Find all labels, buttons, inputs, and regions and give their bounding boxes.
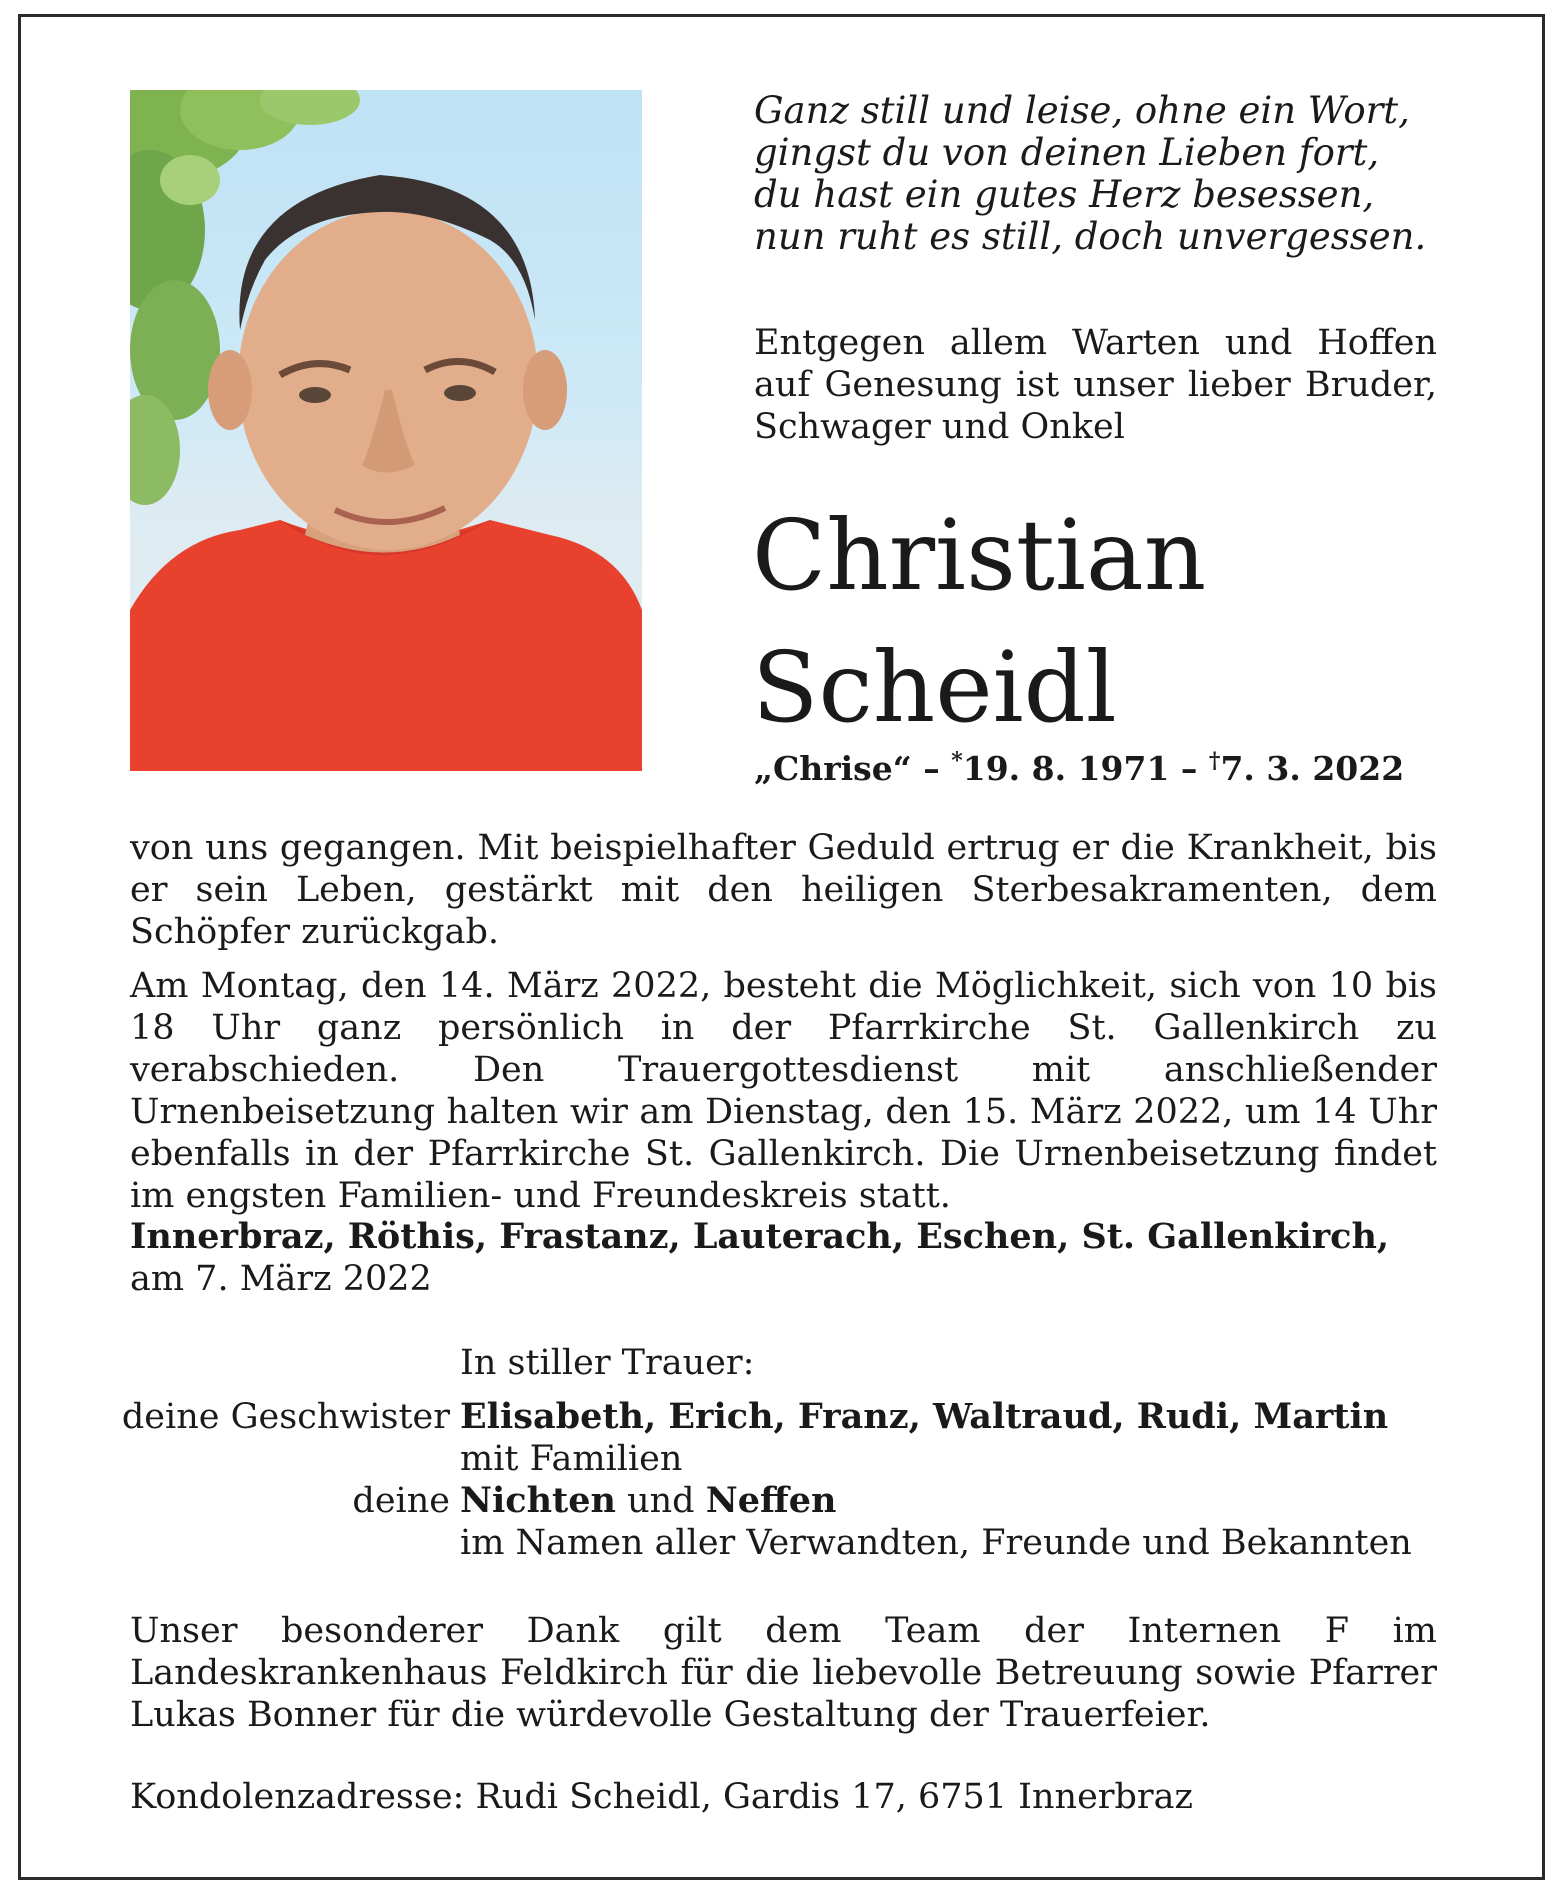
death-date: 7. 3. 2022 xyxy=(1220,749,1405,788)
mourners-heading: In stiller Trauer: xyxy=(460,1343,755,1383)
place-date: am 7. März 2022 xyxy=(130,1259,432,1299)
places-line: Innerbraz, Röthis, Frastanz, Lauterach, Eschen, St. Gallenkirch, xyxy=(130,1216,1390,1257)
last-name: Scheidl xyxy=(752,631,1117,744)
others-text: im Namen aller Verwandten, Freunde und Bekannten xyxy=(460,1523,1412,1563)
first-name: Christian xyxy=(752,499,1207,612)
funeral-details-paragraph: Am Montag, den 14. März 2022, besteht die Möglichkeit, sich von 10 bis 18 Uhr ganz persönlich in der Pfarrkirche St. Gallenkirch zu verabschieden. Den Trauergottesdienst mit anschließender Urnenbeisetzung halten wir am Dienstag, den 15. März 2022, um 14 Uhr ebenfalls in der Pfarrkirche St. Gallenkirch. Die Urnenbeisetzung findet im engsten Familien- und Freundeskreis statt. xyxy=(130,966,1437,1216)
intro-text: Entgegen allem Warten und Hoffen auf Genesung ist unser lieber Bruder, Schwager und Onkel xyxy=(754,323,1437,447)
niblings-names: Nichten und Neffen xyxy=(460,1480,837,1521)
siblings-label: deine Geschwister xyxy=(121,1397,450,1437)
poem-line: gingst du von deinen Lieben fort, xyxy=(754,131,1380,174)
portrait-photo xyxy=(130,90,642,771)
birth-star-icon: * xyxy=(951,748,963,774)
niblings-label: deine xyxy=(352,1481,450,1521)
red-shirt xyxy=(130,520,642,771)
condolence-address: Kondolenzadresse: Rudi Scheidl, Gardis 17, 6751 Innerbraz xyxy=(130,1777,1193,1817)
life-dates: „Chrise“ – *19. 8. 1971 – †7. 3. 2022 xyxy=(754,748,1405,788)
death-cross-icon: † xyxy=(1208,748,1221,774)
portrait-illustration xyxy=(130,90,642,771)
passing-paragraph: von uns gegangen. Mit beispielhafter Geduld ertrug er die Krankheit, bis er sein Leben, gestärkt mit den heiligen Sterbesakramenten, dem Schöpfer zurückgab. xyxy=(130,828,1437,952)
face xyxy=(238,210,538,550)
siblings-suffix: mit Familien xyxy=(460,1439,683,1479)
thanks-paragraph: Unser besonderer Dank gilt dem Team der Internen F im Landeskrankenhaus Feldkirch für die liebevolle Betreuung sowie Pfarrer Lukas Bonner für die würdevolle Gestaltung der Trauerfeier. xyxy=(130,1611,1437,1735)
deceased-name xyxy=(752,490,1452,754)
poem-line: Ganz still und leise, ohne ein Wort, xyxy=(754,89,1410,132)
poem-line: nun ruht es still, doch unvergessen. xyxy=(754,215,1427,258)
nickname: „Chrise“ xyxy=(754,749,912,788)
poem-line: du hast ein gutes Herz besessen, xyxy=(754,173,1375,216)
siblings-names: Elisabeth, Erich, Franz, Waltraud, Rudi, Martin xyxy=(460,1396,1389,1437)
birth-date: 19. 8. 1971 xyxy=(962,749,1170,788)
memorial-poem xyxy=(754,90,1454,258)
